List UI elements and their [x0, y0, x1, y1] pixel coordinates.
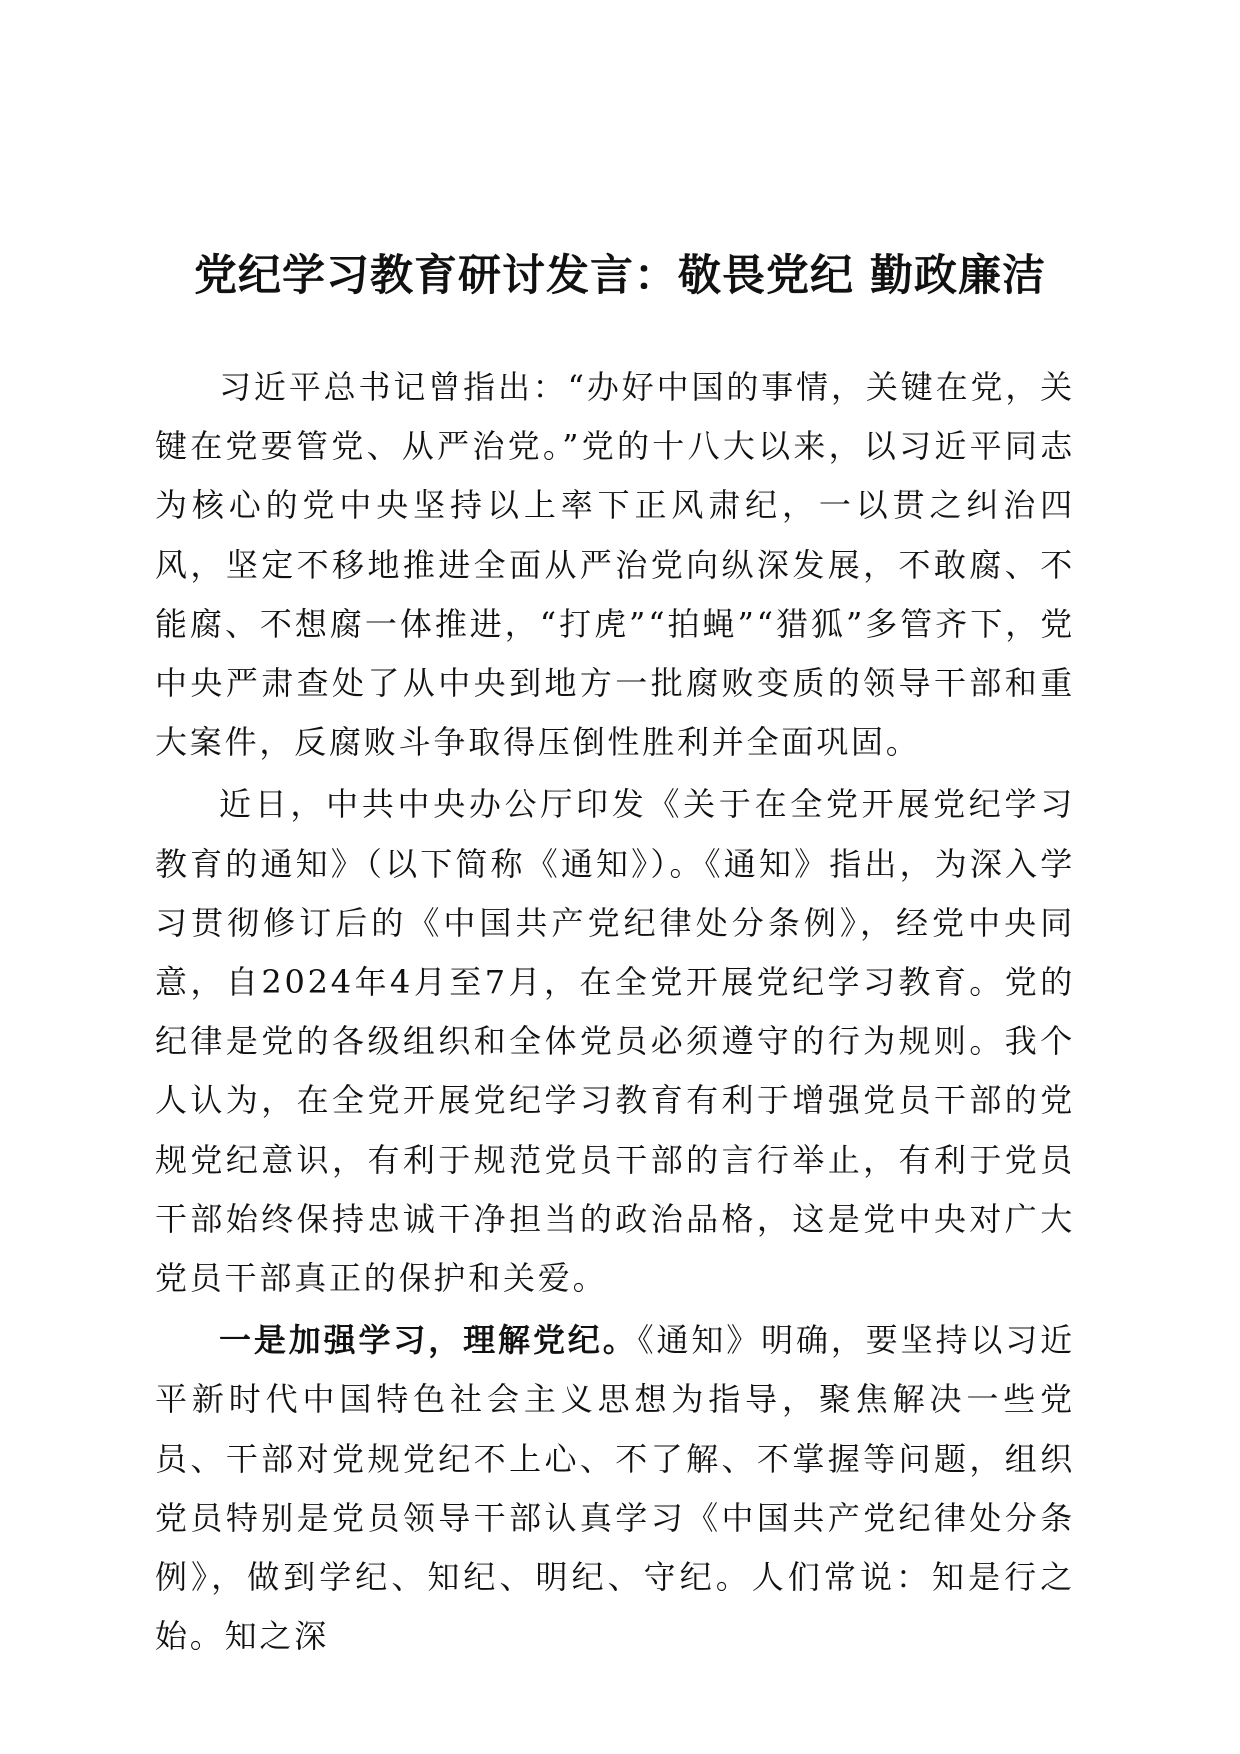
document-title: 党纪学习教育研讨发言：敬畏党纪 勤政廉洁 [194, 251, 1046, 301]
paragraph-notice [155, 775, 1075, 1308]
paragraph-point-one [155, 1311, 1075, 1666]
paragraph-text: 习近平总书记曾指出：“办好中国的事情，关键在党，关键在党要管党、从严治党。”党的十八大以来，以习近平同志为核心的党中央坚持以上率下正风肃纪，一以贯之纠治四风，坚定不移地推进全面从严治党向纵深发展，不敢腐、不能腐、不想腐一体推进，“打虎”“拍蝇”“猎狐”多管齐下，党中央严肃查处了从中央到地方一批腐败变质的领导干部和重大案件，反腐败斗争取得压倒性胜利并全面巩固。 [155, 368, 1075, 762]
document-body [155, 358, 1075, 1666]
paragraph-intro [155, 358, 1075, 772]
paragraph-lead-heading: 一是加强学习，理解党纪。 [219, 1321, 638, 1360]
paragraph-text: 近日，中共中央办公厅印发《关于在全党开展党纪学习教育的通知》（以下简称《通知》）。《通知》指出，为深入学习贯彻修订后的《中国共产党纪律处分条例》，经党中央同意，自2024年4月至7月，在全党开展党纪学习教育。党的纪律是党的各级组织和全体党员必须遵守的行为规则。我个人认为，在全党开展党纪学习教育有利于增强党员干部的党规党纪意识，有利于规范党员干部的言行举止，有利于党员干部始终保持忠诚干净担当的政治品格，这是党中央对广大党员干部真正的保护和关爱。 [155, 785, 1075, 1298]
paragraph-text: 《通知》明确，要坚持以习近平新时代中国特色社会主义思想为指导，聚焦解决一些党员、干部对党规党纪不上心、不了解、不掌握等问题，组织党员特别是党员领导干部认真学习《中国共产党纪律处分条例》，做到学纪、知纪、明纪、守纪。人们常说：知是行之始。知之深 [155, 1321, 1075, 1656]
